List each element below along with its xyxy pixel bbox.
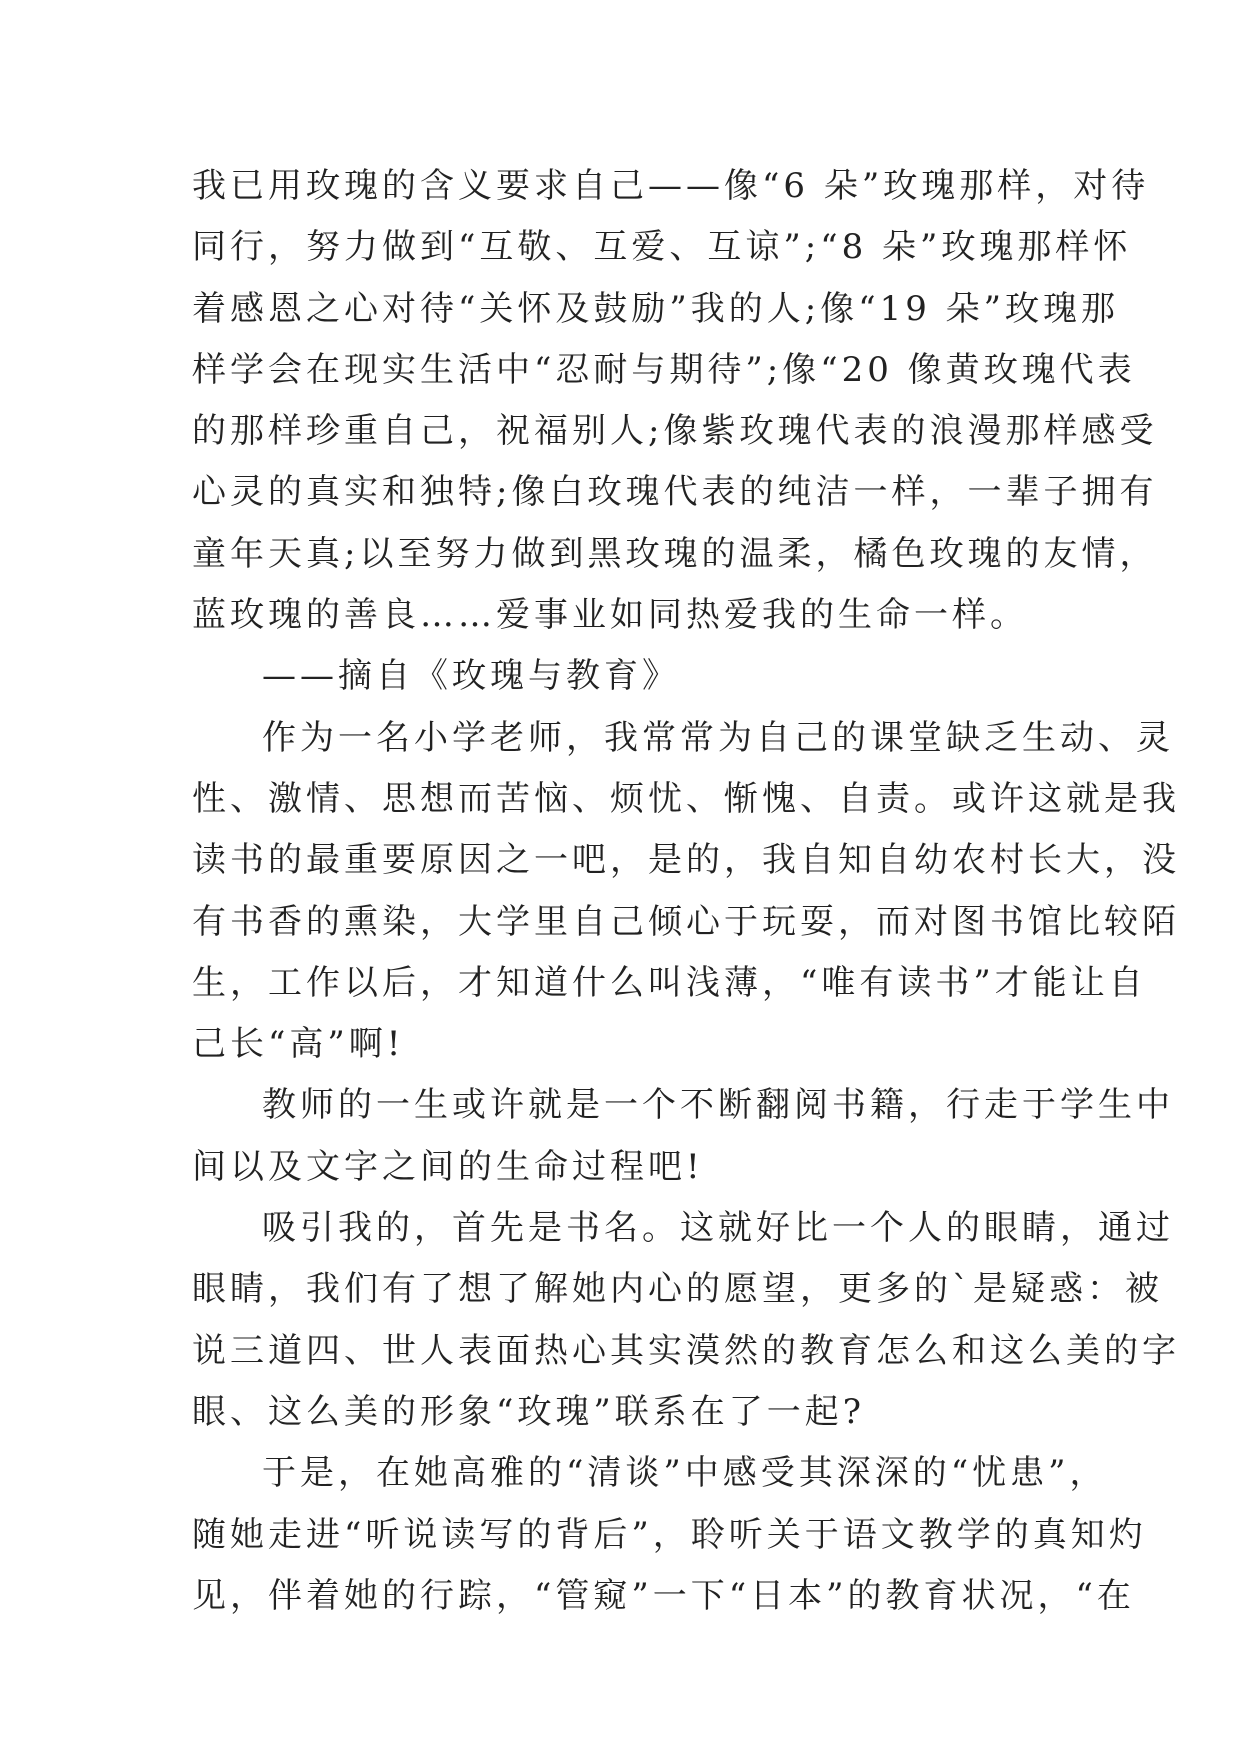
text-line: 有书香的熏染，大学里自己倾心于玩耍，而对图书馆比较陌 — [192, 901, 1180, 942]
source-attribution: ——摘自《玫瑰与教育》 — [262, 656, 680, 697]
text-line: 眼、这么美的形象“玫瑰”联系在了一起? — [192, 1391, 865, 1432]
text-line: 随她走进“听说读写的背后”，聆听关于语文教学的真知灼 — [192, 1514, 1147, 1555]
paragraph-first-line: 吸引我的，首先是书名。这就好比一个人的眼睛，通过 — [262, 1208, 1174, 1249]
text-line: 生，工作以后，才知道什么叫浅薄，“唯有读书”才能让自 — [192, 962, 1147, 1003]
text-line: 读书的最重要原因之一吧，是的，我自知自幼农村长大，没 — [192, 840, 1180, 881]
text-line: 同行，努力做到“互敬、互爱、互谅”;“8 朵”玫瑰那样怀 — [192, 227, 1132, 268]
body-text — [192, 156, 1180, 1627]
text-line: 的那样珍重自己，祝福别人;像紫玫瑰代表的浪漫那样感受 — [192, 411, 1158, 452]
text-line: 蓝玫瑰的善良……爱事业如同热爱我的生命一样。 — [192, 595, 1028, 636]
paragraph-first-line: 教师的一生或许就是一个不断翻阅书籍，行走于学生中 — [262, 1085, 1174, 1126]
text-line: 己长“高”啊! — [192, 1024, 405, 1065]
text-line: 样学会在现实生活中“忍耐与期待”;像“20 像黄玫瑰代表 — [192, 349, 1136, 390]
paragraph-first-line: 作为一名小学老师，我常常为自己的课堂缺乏生动、灵 — [262, 717, 1174, 758]
text-line: 眼睛，我们有了想了解她内心的愿望，更多的`是疑惑：被 — [192, 1269, 1163, 1310]
text-line: 心灵的真实和独特;像白玫瑰代表的纯洁一样，一辈子拥有 — [192, 472, 1158, 513]
text-line: 见，伴着她的行踪，“管窥”一下“日本”的教育状况，“在 — [192, 1575, 1135, 1616]
text-line: 说三道四、世人表面热心其实漠然的教育怎么和这么美的字 — [192, 1330, 1180, 1371]
text-line: 性、激情、思想而苦恼、烦忧、惭愧、自责。或许这就是我 — [192, 778, 1180, 819]
paragraph-first-line: 于是，在她高雅的“清谈”中感受其深深的“忧患”， — [262, 1453, 1108, 1494]
text-line: 我已用玫瑰的含义要求自己——像“6 朵”玫瑰那样，对待 — [192, 166, 1150, 206]
text-line: 童年天真;以至努力做到黑玫瑰的温柔，橘色玫瑰的友情， — [192, 533, 1158, 574]
text-line: 着感恩之心对待“关怀及鼓励”我的人;像“19 朵”玫瑰那 — [192, 288, 1120, 329]
text-line: 间以及文字之间的生命过程吧! — [192, 1146, 704, 1187]
